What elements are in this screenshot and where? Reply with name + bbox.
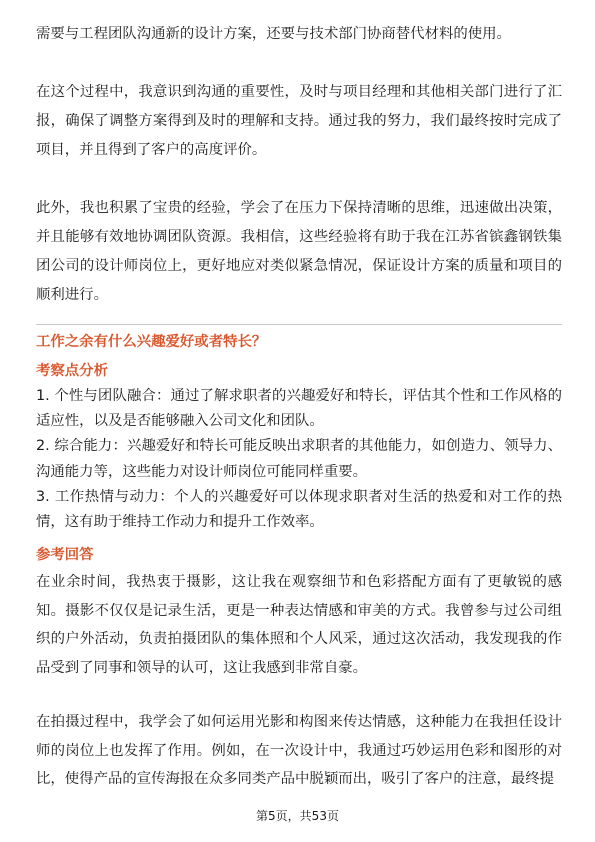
page-content [36,20,562,794]
body-paragraph: 此外，我也积累了宝贵的经验，学会了在压力下保持清晰的思维，迅速做出决策，并且能够有效地协调团队资源。我相信，这些经验将有助于我在江苏省镔鑫钢铁集团公司的设计师岗位上，更好地应对类似紧急情况，保证设计方案的质量和项目的顺利进行。 [36,200,562,303]
page-number: 第5页，共53页 [256,809,339,823]
paragraph-spacer [36,165,562,194]
answer-paragraph: 在拍摄过程中，我学会了如何运用光影和构图来传达情感，这种能力在我担任设计师的岗位上也发挥了作用。例如，在一次设计中，我通过巧妙运用色彩和图形的对比，使得产品的宣传海报在众多同类产品中脱颖而出，吸引了客户的注意，最终提 [36,714,562,788]
analysis-item: 3. 工作热情与动力：个人的兴趣爱好可以体现求职者对生活的热爱和对工作的热情，这有助于维持工作动力和提升工作效率。 [36,488,562,531]
analysis-list [36,384,562,535]
answer-heading: 参考回答 [36,547,94,564]
body-paragraph: 在这个过程中，我意识到沟通的重要性，及时与项目经理和其他相关部门进行了汇报，确保了调整方案得到及时的理解和支持。通过我的努力，我们最终按时完成了项目，并且得到了客户的高度评价。 [36,84,562,158]
section-divider [36,324,562,325]
paragraph-spacer [36,682,562,708]
answer-paragraph: 在业余时间，我热衷于摄影，这让我在观察细节和色彩搭配方面有了更敏锐的感知。摄影不仅仅是记录生活，更是一种表达情感和审美的方式。我曾参与过公司组织的户外活动，负责拍摄团队的集体照和个人风采，通过这次活动，我发现我的作品受到了同事和领导的认可，这让我感到非常自豪。 [36,574,562,676]
interview-question: 工作之余有什么兴趣爱好或者特长？ [36,334,267,350]
body-paragraph: 需要与工程团队沟通新的设计方案，还要与技术部门协商替代材料的使用。 [36,26,511,42]
analysis-item: 2. 综合能力：兴趣爱好和特长可能反映出求职者的其他能力，如创造力、领导力、沟通能力等，这些能力对设计师岗位可能同样重要。 [36,438,562,480]
analysis-item: 1. 个性与团队融合：通过了解求职者的兴趣爱好和特长，评估其个性和工作风格的适应性，以及是否能够融入公司文化和团队。 [36,388,562,430]
paragraph-spacer [36,49,562,78]
analysis-heading: 考察点分析 [36,363,108,379]
section-spacer [36,310,562,324]
